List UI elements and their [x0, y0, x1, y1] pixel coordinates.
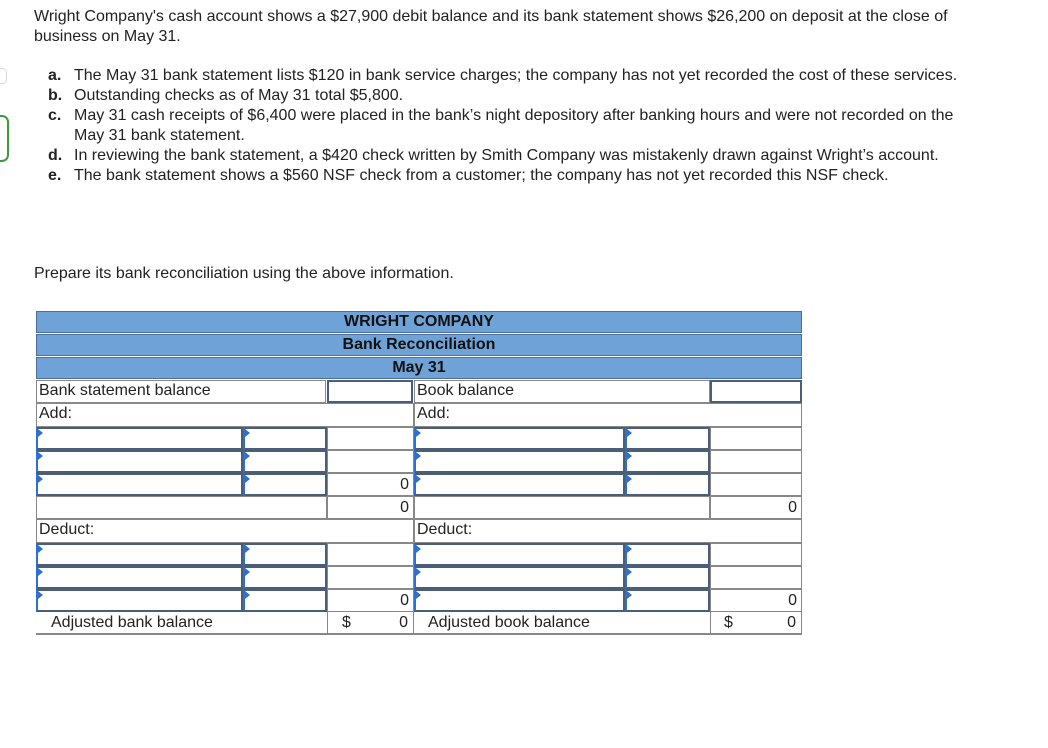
input-flag-icon: [627, 591, 632, 599]
book-deduct-total-cell: [710, 566, 802, 589]
list-item: [48, 66, 988, 86]
input-flag-icon: [245, 591, 250, 599]
input-flag-icon: [416, 429, 421, 437]
book-add-description-input[interactable]: [414, 450, 625, 473]
adjusted-bank-balance-label: Adjusted bank balance: [51, 614, 213, 631]
input-flag-icon: [38, 591, 43, 599]
item-label: a.: [48, 67, 62, 84]
bank-add-amount-input[interactable]: [243, 450, 327, 473]
item-text: The May 31 bank statement lists $120 in bank service charges; the company has not yet recorded the cost of these services.: [74, 67, 958, 84]
input-flag-icon: [627, 545, 632, 553]
input-flag-icon: [38, 568, 43, 576]
adjusted-bank-balance-value: 0: [399, 614, 408, 631]
book-deduct-description-input[interactable]: [414, 589, 625, 612]
book-balance-label: Book balance: [414, 380, 710, 403]
input-flag-icon: [245, 545, 250, 553]
book-deduct-subtotal-cell: [710, 589, 802, 612]
book-add-total-cell: [710, 450, 802, 473]
bank-deduct-description-input[interactable]: [36, 543, 243, 566]
book-currency-symbol: $: [724, 614, 733, 631]
input-flag-icon: [627, 452, 632, 460]
bank-balance-label: Bank statement balance: [36, 380, 326, 403]
bank-add-description-input[interactable]: [36, 450, 243, 473]
input-flag-icon: [245, 475, 250, 483]
column-divider: [710, 612, 711, 635]
input-flag-icon: [627, 568, 632, 576]
list-item: [48, 86, 988, 106]
item-text: In reviewing the bank statement, a $420 check written by Smith Company was mistakenly drawn against Wright’s account.: [74, 147, 939, 164]
side-tab-marker: [0, 68, 7, 84]
item-text: Outstanding checks as of May 31 total $5,800.: [74, 87, 404, 104]
bank-deduct-subtotal-value: 0: [400, 592, 409, 609]
column-divider: [413, 612, 414, 635]
bank-deduct-total-cell: [327, 543, 414, 566]
bank-deduct-amount-input[interactable]: [243, 566, 327, 589]
bank-add-subtotal-value: 0: [400, 476, 409, 493]
bank-deduct-amount-input[interactable]: [243, 543, 327, 566]
input-flag-icon: [38, 475, 43, 483]
bank-currency-symbol: $: [342, 614, 351, 631]
item-text: May 31 cash receipts of $6,400 were placed in the bank’s night depository after banking hours and were not recorded on the May 31 bank statement.: [74, 107, 954, 144]
book-add-amount-input[interactable]: [625, 473, 710, 496]
instruction-prompt: Prepare its bank reconciliation using the above information.: [34, 265, 454, 282]
bank-deduct-label: Deduct:: [36, 519, 414, 543]
input-flag-icon: [38, 429, 43, 437]
item-label: b.: [48, 87, 63, 104]
adjusted-book-balance-label: Adjusted book balance: [428, 614, 590, 631]
bank-add-subtotal-cell: [327, 473, 414, 496]
book-spacer-cell: [414, 496, 710, 519]
bank-after-add-cell: [327, 496, 414, 519]
column-divider: [327, 612, 328, 635]
book-add-description-input[interactable]: [414, 427, 625, 450]
input-flag-icon: [416, 568, 421, 576]
book-deduct-subtotal-value: 0: [788, 592, 797, 609]
book-add-total-cell: [710, 427, 802, 450]
bank-deduct-description-input[interactable]: [36, 566, 243, 589]
bank-reconciliation-table: [36, 311, 802, 635]
company-name-header: WRIGHT COMPANY: [36, 311, 802, 333]
bank-add-description-input[interactable]: [36, 427, 243, 450]
input-flag-icon: [245, 452, 250, 460]
bank-deduct-amount-input[interactable]: [243, 589, 327, 612]
table-bottom-border: [36, 633, 802, 635]
input-flag-icon: [416, 545, 421, 553]
item-label: d.: [48, 147, 63, 164]
bank-deduct-description-input[interactable]: [36, 589, 243, 612]
report-title-header: Bank Reconciliation: [36, 334, 802, 356]
book-add-amount-input[interactable]: [625, 427, 710, 450]
book-deduct-description-input[interactable]: [414, 566, 625, 589]
problem-intro: Wright Company's cash account shows a $27,900 debit balance and its bank statement shows $26,200 on deposit at the close of business on May 31.: [34, 8, 948, 45]
input-flag-icon: [416, 591, 421, 599]
bank-deduct-subtotal-cell: [327, 589, 414, 612]
side-tab-active-marker[interactable]: [0, 115, 9, 162]
book-deduct-label: Deduct:: [414, 519, 802, 543]
input-flag-icon: [627, 429, 632, 437]
book-add-description-input[interactable]: [414, 473, 625, 496]
book-deduct-amount-input[interactable]: [625, 543, 710, 566]
bank-spacer-cell: [36, 496, 327, 519]
book-add-amount-input[interactable]: [625, 450, 710, 473]
list-item: [48, 146, 988, 166]
adjusted-book-balance-value: 0: [787, 614, 796, 631]
problem-items-list: [48, 66, 988, 186]
column-divider: [801, 612, 802, 635]
book-deduct-amount-input[interactable]: [625, 589, 710, 612]
bank-balance-input[interactable]: [327, 380, 413, 403]
input-flag-icon: [416, 475, 421, 483]
bank-add-label: Add:: [36, 403, 414, 427]
book-deduct-description-input[interactable]: [414, 543, 625, 566]
item-label: c.: [48, 107, 62, 124]
bank-deduct-total-cell: [327, 566, 414, 589]
book-after-add-cell: [710, 496, 802, 519]
item-text: The bank statement shows a $560 NSF check from a customer; the company has not yet recorded this NSF check.: [74, 167, 889, 184]
input-flag-icon: [38, 452, 43, 460]
input-flag-icon: [627, 475, 632, 483]
input-flag-icon: [38, 545, 43, 553]
bank-after-add-value: 0: [400, 499, 409, 516]
book-balance-input[interactable]: [710, 380, 802, 403]
bank-add-amount-input[interactable]: [243, 427, 327, 450]
input-flag-icon: [245, 568, 250, 576]
input-flag-icon: [416, 452, 421, 460]
bank-add-description-input[interactable]: [36, 473, 243, 496]
bank-add-total-cell: [327, 427, 414, 450]
list-item: [48, 106, 988, 146]
bank-add-total-cell: [327, 450, 414, 473]
book-add-total-cell: [710, 473, 802, 496]
list-item: [48, 166, 988, 186]
book-deduct-amount-input[interactable]: [625, 566, 710, 589]
input-flag-icon: [245, 429, 250, 437]
book-deduct-total-cell: [710, 543, 802, 566]
item-label: e.: [48, 167, 62, 184]
book-after-add-value: 0: [788, 499, 797, 516]
book-add-label: Add:: [414, 403, 802, 427]
bank-add-amount-input[interactable]: [243, 473, 327, 496]
report-date-header: May 31: [36, 357, 802, 379]
